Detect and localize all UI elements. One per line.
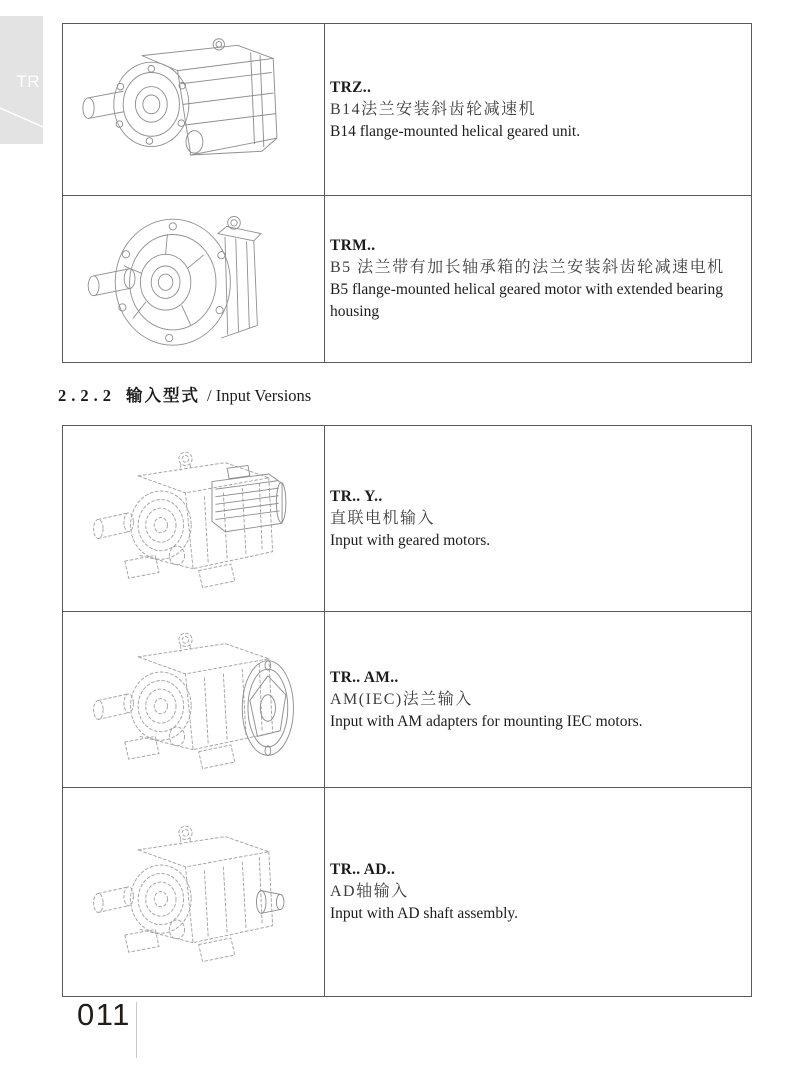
mounting-versions-table	[62, 23, 752, 363]
product-code: TRZ..	[330, 78, 372, 96]
description-chinese: 直联电机输入	[330, 509, 436, 527]
table-row	[325, 788, 751, 996]
product-code: TRM..	[330, 237, 376, 254]
footer-divider	[136, 1002, 137, 1058]
description-english: Input with AM adapters for mounting IEC motors.	[330, 712, 643, 730]
product-code: TR.. Y..	[330, 487, 383, 505]
table-row	[325, 24, 751, 196]
section-heading	[58, 382, 311, 406]
table-row	[325, 426, 751, 612]
description-chinese: AD轴输入	[330, 883, 409, 900]
input-versions-table	[62, 425, 752, 997]
tr-section-tab-label: TR	[16, 72, 40, 91]
tr-section-tab	[0, 16, 43, 144]
section-title-english: / Input Versions	[207, 386, 312, 405]
table-row	[325, 612, 751, 788]
description-chinese: B5 法兰带有加长轴承箱的法兰安装斜齿轮减速电机	[330, 259, 725, 276]
description-english: Input with geared motors.	[330, 531, 491, 549]
product-code: TR.. AM..	[330, 668, 399, 686]
product-code: TR.. AD..	[330, 861, 396, 878]
description-english: Input with AD shaft assembly.	[330, 905, 518, 922]
table-row	[325, 196, 751, 362]
section-number: 2.2.2	[58, 386, 116, 405]
section-title-chinese: 输入型式	[126, 386, 200, 405]
geared-motor-input-drawing	[85, 438, 303, 599]
description-chinese: AM(IEC)法兰输入	[330, 690, 473, 708]
description-english: B14 flange-mounted helical geared unit.	[330, 122, 581, 140]
table-row	[63, 426, 325, 612]
description-english: B5 flange-mounted helical geared motor with extended bearing housing	[330, 281, 723, 320]
table-row	[63, 612, 325, 788]
table-row	[63, 788, 325, 996]
tab-diagonal-line	[0, 16, 43, 144]
description-chinese: B14法兰安装斜齿轮减速机	[330, 100, 537, 118]
table-row	[63, 196, 325, 362]
ad-shaft-input-drawing	[85, 812, 303, 973]
page-number: 011	[77, 997, 131, 1032]
am-adapter-input-drawing	[85, 619, 303, 780]
table-row	[63, 24, 325, 196]
b5-flange-geared-motor-drawing	[81, 203, 306, 356]
b14-flange-geared-unit-drawing	[76, 35, 311, 185]
